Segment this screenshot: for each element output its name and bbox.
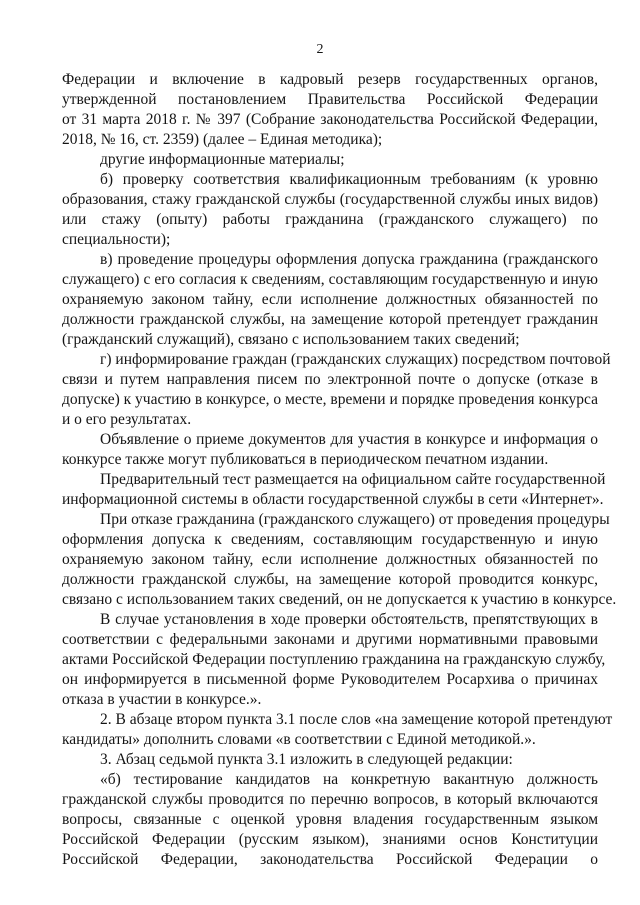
text-line: информационной системы в области государственной службы в сети «Интернет». (62, 491, 604, 508)
text-line: связано с использованием таких сведений, он не допускается к участию в конкурсе. (62, 591, 617, 608)
text-line: актами Российской Федерации поступлению гражданина на гражданскую службу, (62, 651, 606, 668)
text-line: он информируется в письменной форме Руководителем Росархива о причинах (62, 671, 598, 688)
text-line: 2018, № 16, ст. 2359) (далее – Единая методика); (62, 131, 383, 148)
text-line: кандидаты» дополнить словами «в соответствии с Единой методикой.». (62, 731, 536, 748)
text-line: специальности); (62, 231, 171, 248)
text-line: Федерации и включение в кадровый резерв государственных органов, (62, 71, 598, 88)
text-line: б) проверку соответствия квалификационным требованиям (к уровню (100, 171, 598, 188)
page-number: 2 (316, 42, 324, 57)
text-line: или стажу (опыту) работы гражданина (гражданского служащего) по (62, 211, 598, 228)
text-line: Российской Федерации, законодательства Российской Федерации о (62, 851, 598, 868)
text-line: в) проведение процедуры оформления допуска гражданина (гражданского (100, 251, 598, 268)
text-line: гражданской службы проводится по перечню вопросов, в который включаются (62, 791, 598, 808)
text-line: другие информационные материалы; (100, 151, 345, 168)
text-line: вопросы, связанные с оценкой уровня владения государственным языком (62, 811, 598, 828)
text-line: 3. Абзац седьмой пункта 3.1 изложить в следующей редакции: (100, 751, 513, 768)
text-line: конкурсе также могут публиковаться в периодическом печатном издании. (62, 451, 549, 468)
text-line: Предварительный тест размещается на официальном сайте государственной (100, 471, 606, 488)
text-line: Объявление о приеме документов для участия в конкурсе и информация о (100, 431, 598, 448)
text-line: утвержденной постановлением Правительства Российской Федерации (62, 91, 598, 108)
text-line: от 31 марта 2018 г. № 397 (Собрание законодательства Российской Федерации, (62, 111, 598, 128)
text-line: 2. В абзаце втором пункта 3.1 после слов «на замещение которой претендуют (100, 711, 613, 728)
text-line: г) информирование граждан (гражданских служащих) посредством почтовой (100, 351, 611, 368)
text-line: образования, стажу гражданской службы (государственной службы иных видов) (62, 191, 598, 208)
text-line: должности гражданской службы, на замещение которой проводится конкурс, (62, 571, 598, 588)
text-line: отказа в участии в конкурсе.». (62, 691, 262, 708)
text-line: При отказе гражданина (гражданского служащего) от проведения процедуры (100, 511, 610, 528)
text-line: охраняемую законом тайну, если исполнение должностных обязанностей по (62, 551, 598, 568)
text-line: должности гражданской службы, на замещение которой претендует гражданин (62, 311, 598, 328)
text-line: Российской Федерации (русским языком), знаниями основ Конституции (62, 831, 598, 848)
text-line: допуске) к участию в конкурсе, о месте, времени и порядке проведения конкурса (62, 391, 598, 408)
text-line: «б) тестирование кандидатов на конкретную вакантную должность (100, 771, 598, 788)
text-line: оформления допуска к сведениям, составляющим государственную и иную (62, 531, 598, 548)
text-line: связи и путем направления писем по электронной почте о допуске (отказе в (62, 371, 598, 388)
text-line: охраняемую законом тайну, если исполнение должностных обязанностей по (62, 291, 598, 308)
text-line: соответствии с федеральными законами и другими нормативными правовыми (62, 631, 598, 648)
document-body (62, 70, 617, 870)
text-line: и о его результатах. (62, 411, 192, 428)
text-line: (гражданский служащий), связано с использованием таких сведений; (62, 331, 520, 348)
text-line: В случае установления в ходе проверки обстоятельств, препятствующих в (100, 611, 598, 628)
text-line: служащего) с его согласия к сведениям, составляющим государственную и иную (62, 271, 598, 288)
